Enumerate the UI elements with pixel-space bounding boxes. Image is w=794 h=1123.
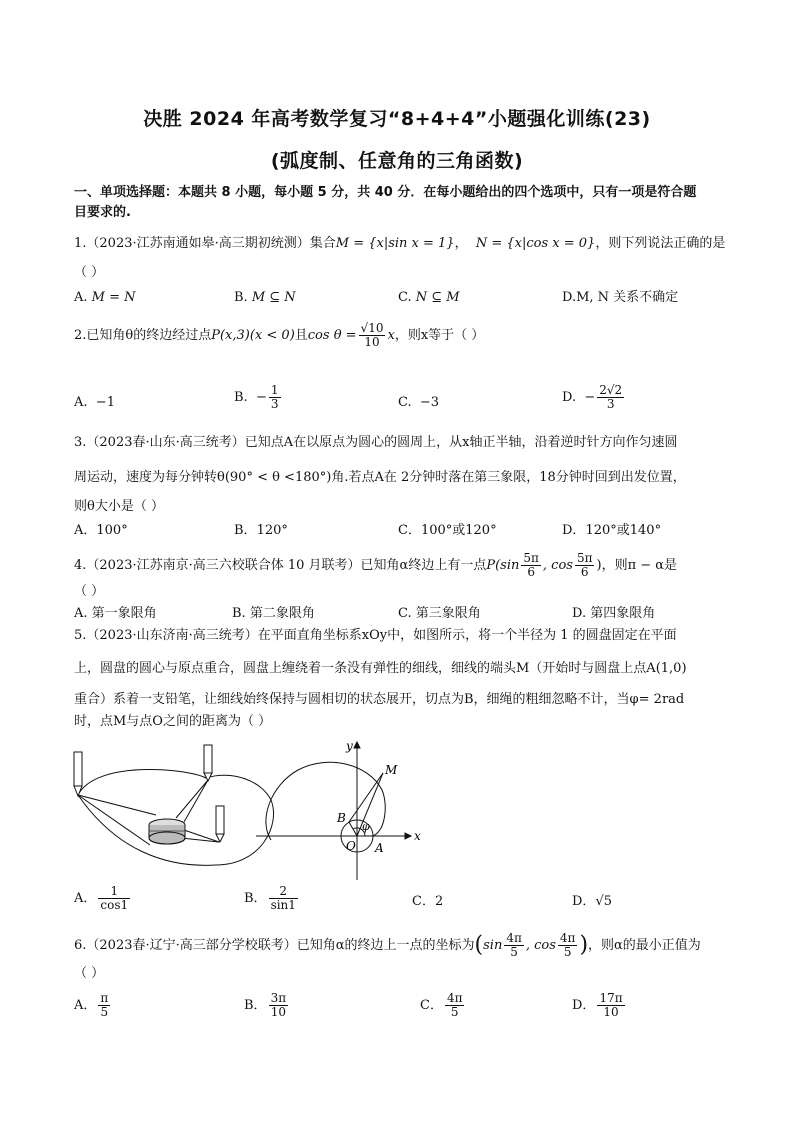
q6-option-a: A． $\frac{\pi}{5}$ — [74, 991, 109, 1019]
pencil-illustration — [74, 745, 274, 865]
q4-frac-1: $\frac{5\pi}{6}$ — [523, 551, 539, 579]
section-heading-cont: 目要求的. — [74, 205, 131, 220]
q1-option-a: A. M = N — [74, 290, 136, 305]
q2-cos: cos θ = — [307, 328, 357, 343]
q6-blank: （ ） — [74, 966, 105, 981]
q2-suffix: ，则x等于（ ） — [394, 328, 485, 343]
q3-option-b: B．120° — [234, 523, 288, 538]
q6-prefix: 6.（2023春·辽宁·高三部分学校联考）已知角α的终边上一点的坐标为 — [74, 938, 475, 953]
q2-point: P(x,3)(x < 0) — [211, 328, 295, 343]
q5-figure — [66, 740, 426, 880]
q6-mid: , cos — [525, 938, 556, 953]
q4-option-b: B. 第二象限角 — [232, 606, 315, 621]
q4-close: ) — [596, 558, 602, 573]
question-1-stem — [74, 235, 725, 253]
label-a: A — [375, 841, 384, 855]
section-heading: 一、单项选择题：本题共 8 小题，每小题 5 分，共 40 分．在每小题给出的四个选项中，只有一项是符合题 — [74, 185, 697, 200]
question-5-line2: 上，圆盘的圆心与原点重合，圆盘上缠绕着一条没有弹性的细线，细线的端头M（开始时与圆盘上点A(1,0) — [74, 661, 687, 676]
q2-prefix: 2.已知角θ的终边经过点 — [74, 328, 212, 343]
q2-option-d: D. − $\frac{2√2}{3}$ — [562, 383, 623, 411]
q1-blank: （ ） — [74, 265, 105, 280]
q4-blank: （ ） — [74, 584, 105, 599]
question-3-line2: 周运动，速度为每分钟转θ(90° < θ <180°)角.若点A在 2分钟时落在第三象限，18分钟时回到出发位置， — [74, 470, 686, 485]
label-b: B — [337, 811, 346, 825]
q1-set-n: N = {x|cos x = 0} — [475, 236, 596, 251]
q1-option-b: B. M ⊆ N — [234, 290, 296, 305]
q4-option-d: D. 第四象限角 — [572, 606, 656, 621]
q1-comma: ， — [454, 236, 468, 251]
q2-option-c: C. −3 — [398, 395, 440, 410]
q2-fraction: $\frac{√10}{10}$ — [360, 321, 384, 349]
question-3-line3: 则θ大小是（ ） — [74, 499, 164, 514]
q1-option-c: C. N ⊆ M — [398, 290, 460, 305]
question-4-stem — [74, 552, 677, 579]
page-title: 决胜 2024 年高考数学复习“8+4+4”小题强化训练(23) — [143, 108, 651, 130]
q6-frac-2: $\frac{4\pi}{5}$ — [559, 931, 576, 959]
q2-mid: 且 — [294, 328, 308, 343]
q6-suffix: ，则α的最小正值为 — [588, 938, 701, 953]
q6-frac-1: $\frac{4\pi}{5}$ — [506, 931, 522, 959]
q6-option-d: D． $\frac{17\pi}{10}$ — [572, 991, 623, 1019]
label-o: O — [346, 839, 356, 853]
q6-option-b: B． $\frac{3\pi}{10}$ — [244, 991, 287, 1019]
question-3-line1: 3.（2023春·山东·高三统考）已知点A在以原点为圆心的圆周上，从x轴正半轴，沿着逆时针方向作匀速圆 — [74, 435, 678, 450]
label-y: y — [346, 740, 353, 753]
label-m: M — [385, 763, 398, 777]
label-x: x — [414, 829, 421, 843]
q5-option-d: D．√5 — [572, 894, 612, 909]
q6-sin: sin — [483, 938, 503, 953]
question-5-line3: 重合）系着一支铅笔，让细线始终保持与圆相切的状态展开，切点为B，细绳的粗细忽略不计，当φ= 2rad — [74, 692, 685, 707]
q3-option-d: D．120°或140° — [562, 523, 662, 538]
label-phi: φ — [362, 820, 370, 833]
q6-option-c: C． $\frac{4\pi}{5}$ — [420, 991, 463, 1019]
question-5-line4: 时，点M与点O之间的距离为（ ） — [74, 714, 272, 729]
q1-suffix: ，则下列说法正确的是 — [595, 236, 726, 251]
q5-option-a: A． $\frac{1}{\cos 1}$ — [74, 884, 129, 912]
q5-option-b: B． $\frac{2}{\sin 1}$ — [244, 884, 296, 912]
q4-option-a: A. 第一象限角 — [74, 606, 157, 621]
q1-option-d: D.M, N 关系不确定 — [562, 290, 679, 305]
q4-prefix: 4.（2023·江苏南京·高三六校联合体 10 月联考）已知角α终边上有一点 — [74, 558, 487, 573]
question-2-stem — [74, 322, 484, 349]
question-5-line1: 5.（2023·山东济南·高三统考）在平面直角坐标系xOy中，如图所示，将一个半径为 1 的圆盘固定在平面 — [74, 628, 677, 643]
page-subtitle: (弧度制、任意角的三角函数) — [270, 150, 524, 172]
q5-option-c: C．2 — [412, 894, 444, 909]
q4-frac-2: $\frac{5\pi}{6}$ — [576, 551, 593, 579]
q2-option-a: A. −1 — [74, 395, 115, 410]
q1-prefix: 1.（2023·江苏南通如皋·高三期初统测）集合 — [74, 236, 336, 251]
q3-option-c: C．100°或120° — [398, 523, 497, 538]
q2-x: x — [387, 328, 395, 343]
q1-set-m: M = {x|sin x = 1} — [335, 236, 455, 251]
q4-suffix: ，则π − α是 — [601, 558, 678, 573]
q3-option-a: A．100° — [74, 523, 128, 538]
q4-option-c: C. 第三象限角 — [398, 606, 481, 621]
q4-mid: , cos — [542, 558, 573, 573]
q4-p: P(sin — [486, 558, 520, 573]
question-6-stem: 6.（2023春·辽宁·高三部分学校联考）已知角α的终边上一点的坐标为(sin $\frac{4\pi}{5}$ , cos $\frac{4\pi}{5}$ )，则α的最小正值为 — [74, 931, 701, 959]
q2-option-b: B. − $\frac{1}{3}$ — [234, 383, 279, 411]
